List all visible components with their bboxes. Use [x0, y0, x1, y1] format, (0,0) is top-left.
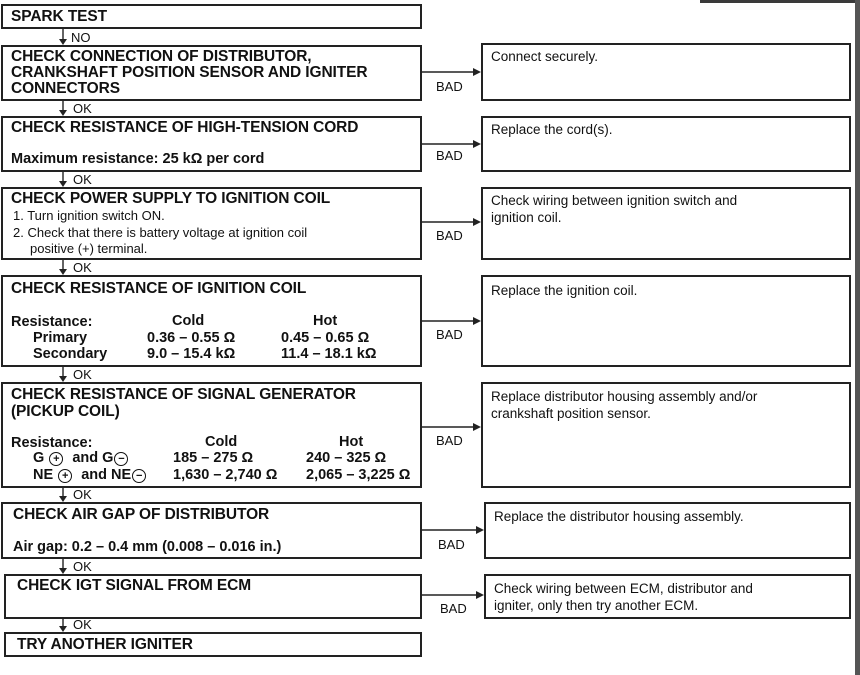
bad-label: BAD: [436, 148, 463, 163]
col-cold: Cold: [172, 313, 205, 329]
terminal-name: NE: [111, 467, 132, 483]
minus-terminal-icon: −: [114, 452, 128, 466]
terminal-name: NE: [33, 467, 54, 483]
step-title: CHECK IGT SIGNAL FROM ECM: [17, 577, 252, 594]
action-text: Replace the ignition coil.: [491, 283, 638, 298]
action-text: ignition coil.: [491, 210, 562, 225]
col-hot: Hot: [313, 313, 338, 329]
substep-text: 1. Turn ignition switch ON.: [13, 208, 165, 223]
row-name: Secondary: [33, 346, 108, 362]
terminal-pair: [33, 467, 147, 483]
action-text: Replace the cord(s).: [491, 122, 613, 137]
hot-value: 11.4 – 18.1 kΩ: [281, 346, 377, 362]
bad-arrow-head: [473, 423, 481, 431]
action-text: Connect securely.: [491, 49, 599, 64]
bad-label: BAD: [436, 228, 463, 243]
connector-label: OK: [73, 487, 92, 502]
connector-label: OK: [73, 172, 92, 187]
col-cold: Cold: [205, 434, 238, 450]
scan-corner: [700, 0, 860, 3]
bad-label: BAD: [436, 79, 463, 94]
minus-terminal-icon: −: [132, 469, 146, 483]
spec-text: Maximum resistance: 25 kΩ per cord: [11, 151, 265, 167]
bad-label: BAD: [436, 433, 463, 448]
action-text: Replace the distributor housing assembly.: [494, 509, 744, 524]
action-text: crankshaft position sensor.: [491, 406, 651, 421]
cold-value: 0.36 – 0.55 Ω: [147, 330, 236, 346]
action-text: Check wiring between ignition switch and: [491, 193, 738, 208]
resistance-label: Resistance:: [11, 435, 93, 451]
and-word: and: [72, 450, 99, 466]
scan-corner: [855, 0, 860, 675]
step-title: CHECK RESISTANCE OF HIGH-TENSION CORD: [11, 119, 359, 136]
plus-terminal-icon: +: [58, 469, 72, 483]
bad-arrow-head: [473, 317, 481, 325]
connector-label: OK: [73, 101, 92, 116]
terminal-name: G: [102, 450, 114, 466]
bad-arrow-head: [476, 526, 484, 534]
hot-value: 0.45 – 0.65 Ω: [281, 330, 370, 346]
terminal-pair: [33, 450, 129, 466]
bad-arrow-head: [473, 68, 481, 76]
cold-value: 9.0 – 15.4 kΩ: [147, 346, 236, 362]
action-text: igniter, only then try another ECM.: [494, 598, 699, 613]
hot-value: 2,065 – 3,225 Ω: [306, 467, 411, 483]
spec-text: Air gap: 0.2 – 0.4 mm (0.008 – 0.016 in.): [13, 539, 282, 555]
bad-label: BAD: [436, 327, 463, 342]
connector-label: NO: [71, 30, 91, 45]
step-title: (PICKUP COIL): [11, 403, 120, 420]
and-word: and: [81, 467, 107, 483]
substep-text: 2. Check that there is battery voltage at ignition coil: [13, 225, 308, 240]
cold-value: 185 – 275 Ω: [173, 450, 254, 466]
substep-text: positive (+) terminal.: [30, 241, 148, 256]
connector-label: OK: [73, 559, 92, 574]
col-hot: Hot: [339, 434, 364, 450]
step-title: CHECK CONNECTION OF DISTRIBUTOR,: [11, 48, 312, 65]
resistance-label: Resistance:: [11, 314, 93, 330]
bad-label: BAD: [438, 537, 465, 552]
connector-label: OK: [73, 617, 92, 632]
step-title: CHECK RESISTANCE OF SIGNAL GENERATOR: [11, 386, 356, 403]
action-text: Check wiring between ECM, distributor and: [494, 581, 753, 596]
action-text: Replace distributor housing assembly and/or: [491, 389, 758, 404]
terminal-name: G: [33, 450, 45, 466]
bad-arrow-head: [473, 140, 481, 148]
bad-arrow-head: [473, 218, 481, 226]
row-name: Primary: [33, 330, 88, 346]
step-title: TRY ANOTHER IGNITER: [17, 636, 193, 653]
bad-arrow-head: [476, 591, 484, 599]
hot-value: 240 – 325 Ω: [306, 450, 387, 466]
step-title: CHECK AIR GAP OF DISTRIBUTOR: [13, 506, 270, 523]
connector-label: OK: [73, 367, 92, 382]
bad-label: BAD: [440, 601, 467, 616]
step-title: CHECK POWER SUPPLY TO IGNITION COIL: [11, 190, 331, 207]
cold-value: 1,630 – 2,740 Ω: [173, 467, 278, 483]
step-title: CONNECTORS: [11, 80, 120, 97]
plus-terminal-icon: +: [49, 452, 63, 466]
step-title: SPARK TEST: [11, 8, 108, 25]
step-title: CRANKSHAFT POSITION SENSOR AND IGNITER: [11, 64, 368, 81]
connector-label: OK: [73, 260, 92, 275]
step-title: CHECK RESISTANCE OF IGNITION COIL: [11, 280, 307, 297]
